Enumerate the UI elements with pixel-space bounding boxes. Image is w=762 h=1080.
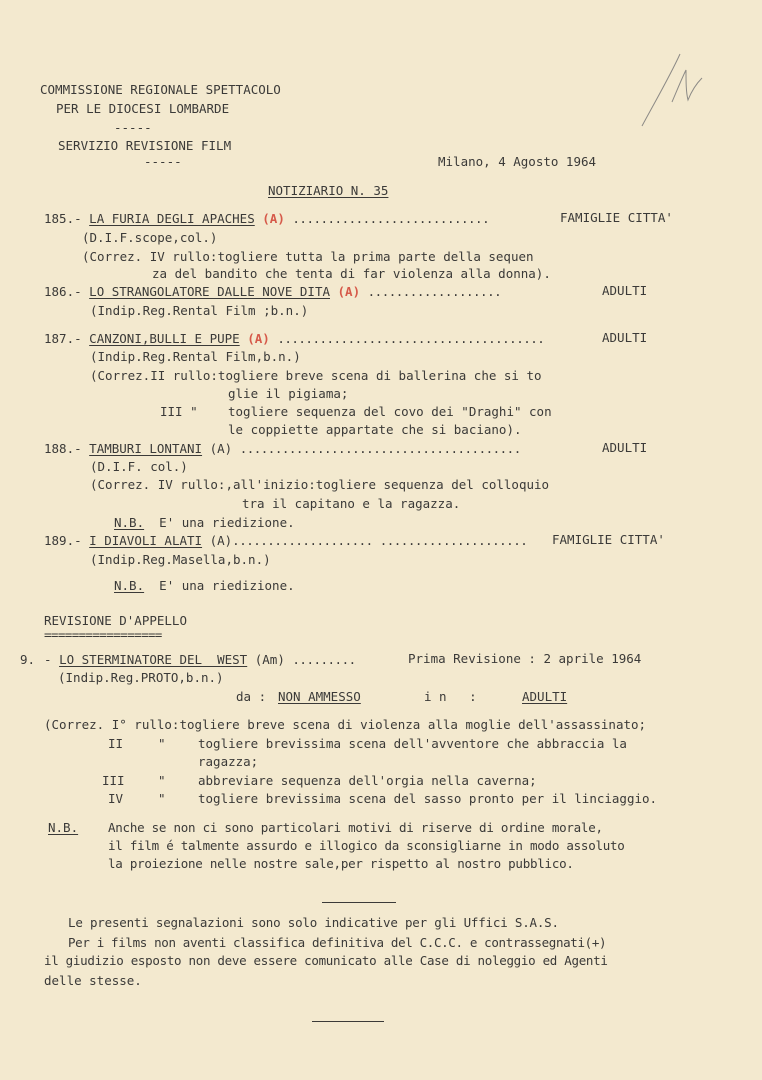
film-189-rating: FAMIGLIE CITTA' [552,532,665,547]
footer-line-3: il giudizio esposto non deve essere comunicato alle Case di noleggio ed Agenti [44,953,608,968]
film-187-correction-4: le coppiette appartate che si baciano). [228,422,522,437]
appeal-from-rating: NON AMMESSO [278,689,361,704]
appeal-number: 9. [20,652,36,667]
film-188-correction-2: tra il capitano e la ragazza. [242,496,461,511]
film-title: LA FURIA DEGLI APACHES [89,211,255,226]
appeal-dash: - [44,652,52,667]
film-title: I DIAVOLI ALATI [89,533,203,548]
handwritten-initials-icon [636,48,708,130]
film-188-distributor: (D.I.F. col.) [90,459,188,474]
film-number: 189.- [44,533,82,548]
header-separator-1: ----- [114,120,152,135]
film-185-distributor: (D.I.F.scope,col.) [82,230,218,245]
nb-label: N.B. [114,515,145,530]
appeal-correction-2-reel: II [108,736,124,751]
film-188-correction-1: (Correz. IV rullo:,all'inizio:togliere sequenza del colloquio [90,477,550,492]
film-186-rating: ADULTI [602,283,648,298]
appeal-correction-4: togliere brevissima scena del sasso pronto per il linciaggio. [198,791,658,806]
appeal-correction-4-reel: IV [108,791,124,806]
film-189-entry: 189.- I DIAVOLI ALATI (A).................... ..................... [44,533,528,548]
film-188-rating: ADULTI [602,440,648,455]
appeal-in-label: i n : [424,689,477,704]
film-189-distributor: (Indip.Reg.Masella,b.n.) [90,552,271,567]
service-title: SERVIZIO REVISIONE FILM [58,138,232,153]
appeal-da-label: da : [236,689,267,704]
film-188-note [114,515,295,531]
appeal-distributor: (Indip.Reg.PROTO,b.n.) [58,670,224,685]
film-187-correction-1: (Correz.II rullo:togliere breve scena di ballerina che si to [90,368,542,383]
film-186-distributor: (Indip.Reg.Rental Film ;b.n.) [90,303,309,318]
appeal-nb-line-3: la proiezione nelle nostre sale,per rispetto al nostro pubblico. [108,856,574,871]
classification-mark: (A) [337,284,361,299]
footer-divider [312,1021,384,1022]
appeal-correction-1 [44,717,646,733]
nb-label: N.B. [114,578,145,593]
nb-text: E' una riedizione. [159,515,295,530]
footer-line-4: delle stesse. [44,973,142,988]
film-187-correction-2: glie il pigiama; [228,386,349,401]
header-separator-2: ----- [144,154,182,169]
bulletin-number: NOTIZIARIO N. 35 [268,183,389,198]
section-divider [322,902,396,903]
appeal-correction-3: abbreviare sequenza dell'orgia nella caverna; [198,773,537,788]
film-title: LO STRANGOLATORE DALLE NOVE DITA [89,284,330,299]
ditto-mark: " [158,791,166,806]
classification-mark: (A) [209,441,233,456]
film-title: CANZONI,BULLI E PUPE [89,331,240,346]
film-186-entry: 186.- LO STRANGOLATORE DALLE NOVE DITA (A) ................... [44,284,502,299]
film-number: 186.- [44,284,82,299]
footer-line-1: Le presenti segnalazioni sono solo indicative per gli Uffici S.A.S. [68,915,559,930]
film-185-entry: 185.- LA FURIA DEGLI APACHES (A) ............................ [44,211,490,226]
film-187-rating: ADULTI [602,330,648,345]
classification-mark: (A) [262,211,285,226]
org-line-2: PER LE DIOCESI LOMBARDE [56,101,230,116]
appeal-correction-3-reel: III [102,773,125,788]
appeal-first-review: Prima Revisione : 2 aprile 1964 [408,651,642,666]
correction-text: togliere breve scena di violenza alla moglie dell'assassinato; [179,717,647,732]
correction-intro: (Correz. I° rullo: [44,717,180,732]
film-187-distributor: (Indip.Reg.Rental Film,b.n.) [90,349,301,364]
appeal-film-title: LO STERMINATORE DEL WEST [59,652,248,667]
document-date: Milano, 4 Agosto 1964 [438,154,597,169]
film-189-note [114,578,295,594]
film-185-rating: FAMIGLIE CITTA' [560,210,673,225]
film-188-entry: 188.- TAMBURI LONTANI (A) ........................................ [44,441,521,456]
film-number: 187.- [44,331,82,346]
appeal-nb-label: N.B. [48,820,79,835]
footer-line-2: Per i films non aventi classifica definitiva del C.C.C. e contrassegnati(+) [68,935,607,950]
film-185-correction-2: za del bandito che tenta di far violenza alla donna). [152,266,551,281]
appeal-entry: - LO STERMINATORE DEL WEST (Am) ......... [44,652,356,667]
appeal-correction-2: togliere brevissima scena dell'avventore che abbraccia la [198,736,627,751]
appeal-mark: (Am) [254,652,285,667]
nb-text: E' una riedizione. [159,578,295,593]
appeal-nb-line-1: Anche se non ci sono particolari motivi di riserve di ordine morale, [108,820,603,835]
film-185-correction-1: (Correz. IV rullo:togliere tutta la prima parte della sequen [82,249,534,264]
appeal-to-rating: ADULTI [522,689,568,704]
classification-mark: (A) [209,533,233,548]
classification-mark: (A) [247,331,270,346]
film-187-correction-3-reel: III " [160,404,198,419]
appeal-nb-line-2: il film é talmente assurdo e illogico da sconsigliarne in modo assoluto [108,838,625,853]
ditto-mark: " [158,736,166,751]
appeal-heading-rule: ================= [44,627,162,642]
film-number: 188.- [44,441,82,456]
appeal-correction-2b: ragazza; [198,754,259,769]
film-187-correction-3: togliere sequenza del covo dei "Draghi" con [228,404,552,419]
film-number: 185.- [44,211,82,226]
appeal-heading: REVISIONE D'APPELLO [44,613,187,628]
org-line-1: COMMISSIONE REGIONALE SPETTACOLO [40,82,281,97]
film-title: TAMBURI LONTANI [89,441,203,456]
ditto-mark: " [158,773,166,788]
film-187-entry: 187.- CANZONI,BULLI E PUPE (A) ...................................... [44,331,545,346]
